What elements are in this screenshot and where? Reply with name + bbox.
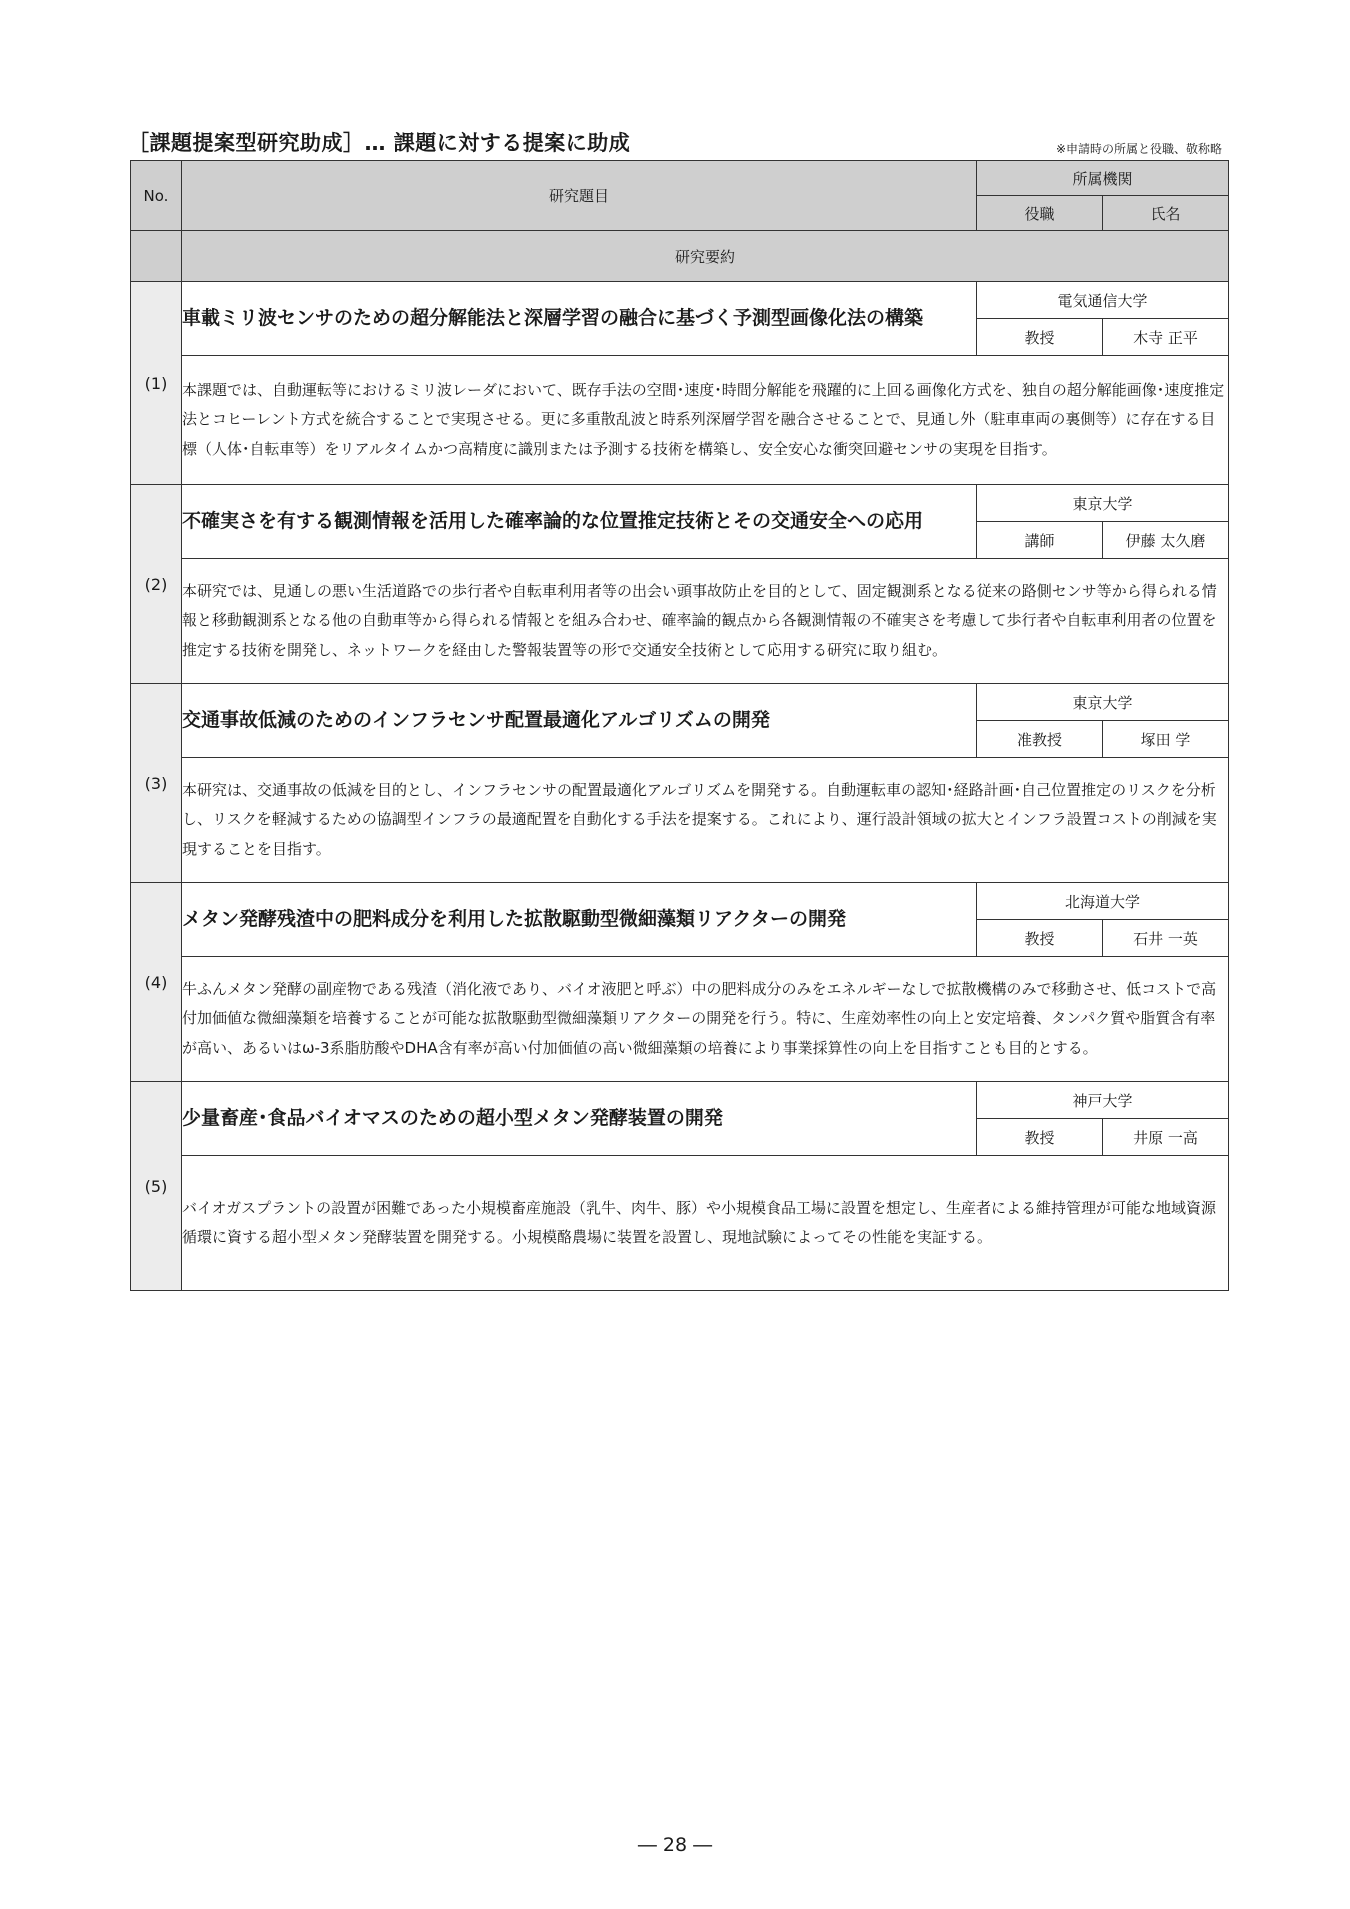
table-row <box>131 1082 1229 1119</box>
table-row <box>131 282 1229 319</box>
research-summary: バイオガスプラントの設置が困難であった小規模畜産施設（乳牛、肉牛、豚）や小規模食品工場に設置を想定し、生産者による維持管理が可能な地域資源循環に資する超小型メタン発酵装置を開発する。小規模酪農場に装置を設置し、現地試験によってその性能を実証する。 <box>182 1156 1229 1291</box>
column-header-position: 役職 <box>977 196 1103 231</box>
column-header-title: 研究題目 <box>182 161 977 231</box>
row-number: (4) <box>131 883 182 1082</box>
research-title: 交通事故低減のためのインフラセンサ配置最適化アルゴリズムの開発 <box>182 684 977 758</box>
column-header-no-continued <box>131 231 182 282</box>
table-row <box>131 883 1229 920</box>
research-title: 不確実さを有する観測情報を活用した確率論的な位置推定技術とその交通安全への応用 <box>182 485 977 559</box>
affiliation: 北海道大学 <box>977 883 1229 920</box>
researcher-name: 井原 一高 <box>1103 1119 1229 1156</box>
researcher-name: 石井 一英 <box>1103 920 1229 957</box>
research-title: 少量畜産･食品バイオマスのための超小型メタン発酵装置の開発 <box>182 1082 977 1156</box>
researcher-name: 塚田 学 <box>1103 721 1229 758</box>
researcher-name: 伊藤 太久磨 <box>1103 522 1229 559</box>
table-row <box>131 684 1229 721</box>
affiliation: 神戸大学 <box>977 1082 1229 1119</box>
row-number: (5) <box>131 1082 182 1291</box>
research-summary: 本研究は、交通事故の低減を目的とし、インフラセンサの配置最適化アルゴリズムを開発する。自動運転車の認知･経路計画･自己位置推定のリスクを分析し、リスクを軽減するための協調型インフラの最適配置を自動化する手法を提案する。これにより、運行設計領域の拡大とインフラ設置コストの削減を実現することを目指す。 <box>182 758 1229 883</box>
research-summary: 本研究では、見通しの悪い生活道路での歩行者や自転車利用者等の出会い頭事故防止を目的として、固定観測系となる従来の路側センサ等から得られる情報と移動観測系となる他の自動車等から得られる情報とを組み合わせ、確率論的観点から各観測情報の不確実さを考慮して歩行者や自転車利用者の位置を推定する技術を開発し、ネットワークを経由した警報装置等の形で交通安全技術として応用する研究に取り組む。 <box>182 559 1229 684</box>
position: 講師 <box>977 522 1103 559</box>
affiliation: 電気通信大学 <box>977 282 1229 319</box>
column-header-summary: 研究要約 <box>182 231 1229 282</box>
research-title: メタン発酵残渣中の肥料成分を利用した拡散駆動型微細藻類リアクターの開発 <box>182 883 977 957</box>
position: 教授 <box>977 1119 1103 1156</box>
affiliation: 東京大学 <box>977 684 1229 721</box>
row-number: (3) <box>131 684 182 883</box>
researcher-name: 木寺 正平 <box>1103 319 1229 356</box>
section-title: ［課題提案型研究助成］… 課題に対する提案に助成 <box>128 131 631 155</box>
page-number: ― 28 ― <box>637 1834 713 1856</box>
column-header-no: No. <box>131 161 182 231</box>
research-summary: 本課題では、自動運転等におけるミリ波レーダにおいて、既存手法の空間･速度･時間分解能を飛躍的に上回る画像化方式を、独自の超分解能画像･速度推定法とコヒーレント方式を統合することで実現させる。更に多重散乱波と時系列深層学習を融合させることで、見通し外（駐車車両の裏側等）に存在する目標（人体･自転車等）をリアルタイムかつ高精度に識別または予測する技術を構築し、安全安心な衝突回避センサの実現を目指す。 <box>182 356 1229 485</box>
table-row <box>131 485 1229 522</box>
column-header-name: 氏名 <box>1103 196 1229 231</box>
position: 教授 <box>977 920 1103 957</box>
column-header-org: 所属機関 <box>977 161 1229 196</box>
research-title: 車載ミリ波センサのための超分解能法と深層学習の融合に基づく予測型画像化法の構築 <box>182 282 977 356</box>
row-number: (2) <box>131 485 182 684</box>
row-number: (1) <box>131 282 182 485</box>
affiliation: 東京大学 <box>977 485 1229 522</box>
research-grant-table <box>130 160 1229 1291</box>
research-summary: 牛ふんメタン発酵の副産物である残渣（消化液であり、バイオ液肥と呼ぶ）中の肥料成分のみをエネルギーなしで拡散機構のみで移動させ、低コストで高付加価値な微細藻類を培養することが可能な拡散駆動型微細藻類リアクターの開発を行う。特に、生産効率性の向上と安定培養、タンパク質や脂質含有率が高い、あるいはω-3系脂肪酸やDHA含有率が高い付加価値の高い微細藻類の培養により事業採算性の向上を目指すことも目的とする。 <box>182 957 1229 1082</box>
position: 准教授 <box>977 721 1103 758</box>
position: 教授 <box>977 319 1103 356</box>
affiliation-note: ※申請時の所属と役職、敬称略 <box>1055 142 1222 156</box>
